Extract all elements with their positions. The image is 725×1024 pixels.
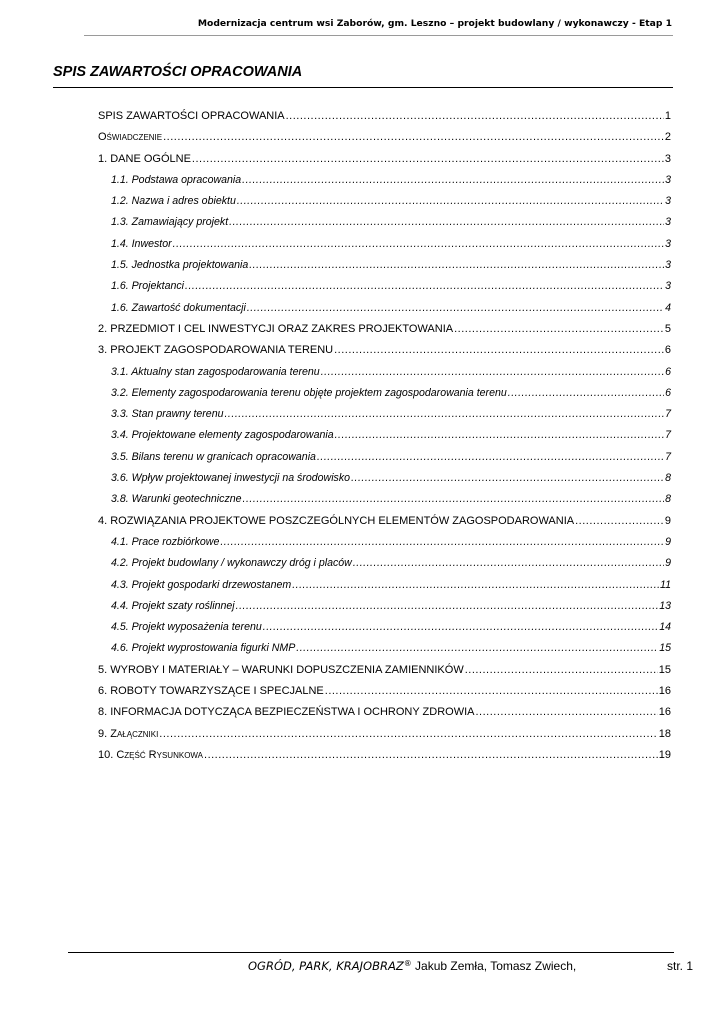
toc-dot-leader	[508, 387, 664, 399]
toc-entry[interactable]	[98, 579, 671, 600]
toc-entry[interactable]	[98, 280, 671, 301]
toc-entry-label: 4.5. Projekt wyposażenia terenu	[111, 621, 262, 634]
toc-entry[interactable]	[98, 706, 671, 727]
toc-entry-page: 6	[665, 386, 671, 399]
toc-entry[interactable]	[98, 600, 671, 621]
toc-entry[interactable]	[98, 153, 671, 174]
toc-entry[interactable]	[98, 259, 671, 280]
toc-entry-label: 6. ROBOTY TOWARZYSZĄCE I SPECJALNE	[98, 685, 324, 698]
toc-entry[interactable]	[98, 536, 671, 557]
toc-entry-page: 8	[665, 472, 671, 485]
toc-dot-leader	[242, 174, 664, 186]
document-title: SPIS ZAWARTOŚCI OPRACOWANIA	[53, 64, 303, 80]
toc-entry-label: 5. WYROBY I MATERIAŁY – WARUNKI DOPUSZCZENIA ZAMIENNIKÓW	[98, 663, 464, 676]
toc-entry-page: 15	[658, 663, 671, 676]
toc-dot-leader	[249, 259, 664, 271]
toc-entry-page: 18	[658, 727, 671, 740]
toc-entry[interactable]	[98, 472, 671, 493]
toc-entry[interactable]	[98, 728, 671, 749]
toc-dot-leader	[192, 153, 664, 165]
toc-entry-page: 16	[658, 706, 671, 719]
toc-dot-leader	[185, 280, 664, 292]
toc-entry-label: 4. ROZWIĄZANIA PROJEKTOWE POSZCZEGÓLNYCH ELEMENTÓW ZAGOSPODAROWANIA	[98, 514, 575, 527]
toc-dot-leader	[247, 302, 664, 314]
toc-entry-label: 1.6. Projektanci	[111, 280, 185, 293]
toc-entry[interactable]	[98, 493, 671, 514]
toc-entry[interactable]	[98, 451, 671, 472]
toc-entry-label: 1.2. Nazwa i adres obiektu	[111, 195, 236, 208]
toc-entry[interactable]	[98, 557, 671, 578]
toc-dot-leader	[335, 429, 664, 441]
toc-entry-label: 1.3. Zamawiający projekt	[111, 216, 229, 229]
toc-dot-leader	[163, 131, 664, 143]
toc-entry-page: 14	[659, 621, 671, 634]
toc-entry-page: 8	[665, 493, 671, 506]
toc-entry-label: 4.3. Projekt gospodarki drzewostanem	[111, 578, 292, 591]
toc-entry-page: 15	[659, 642, 671, 655]
toc-dot-leader	[465, 664, 658, 676]
toc-dot-leader	[454, 323, 664, 335]
toc-entry[interactable]	[98, 131, 671, 152]
toc-dot-leader	[575, 515, 664, 527]
toc-dot-leader	[224, 408, 664, 420]
toc-dot-leader	[321, 366, 664, 378]
toc-entry[interactable]	[98, 749, 671, 770]
toc-entry-page: 1	[664, 110, 671, 122]
toc-dot-leader	[229, 216, 664, 228]
footer-brand	[248, 959, 576, 973]
toc-dot-leader	[236, 600, 659, 612]
toc-dot-leader	[351, 472, 664, 484]
title-underline	[53, 87, 673, 88]
toc-dot-leader	[292, 579, 659, 591]
footer-brand-name: OGRÓD, PARK, KRAJOBRAZ	[248, 959, 404, 973]
toc-dot-leader	[317, 451, 664, 463]
toc-entry[interactable]	[98, 664, 671, 685]
toc-dot-leader	[353, 557, 664, 569]
toc-entry-label: Oświadczenie	[98, 131, 163, 144]
toc-entry-page: 9	[665, 557, 671, 570]
toc-entry-label: 1.4. Inwestor	[111, 237, 172, 250]
toc-entry-page: 3	[665, 237, 671, 250]
toc-entry-page: 3	[665, 216, 671, 229]
toc-entry-page: 3	[664, 152, 671, 165]
toc-entry-label: 3.4. Projektowane elementy zagospodarowania	[111, 429, 334, 442]
toc-dot-leader	[286, 110, 664, 122]
toc-dot-leader	[220, 536, 664, 548]
toc-entry[interactable]	[98, 387, 671, 408]
toc-entry-label: 4.6. Projekt wyprostowania figurki NMP	[111, 642, 296, 655]
toc-dot-leader	[334, 344, 664, 356]
toc-entry[interactable]	[98, 344, 671, 365]
toc-entry[interactable]	[98, 685, 671, 706]
toc-entry-page: 7	[665, 450, 671, 463]
toc-entry-label: 3.1. Aktualny stan zagospodarowania terenu	[111, 365, 320, 378]
toc-entry[interactable]	[98, 238, 671, 259]
toc-entry[interactable]	[98, 366, 671, 387]
toc-entry-label: 8. INFORMACJA DOTYCZĄCA BEZPIECZEŃSTWA I OCHRONY ZDROWIA	[98, 706, 475, 719]
toc-dot-leader	[296, 642, 658, 654]
toc-entry-label: 2. PRZEDMIOT I CEL INWESTYCJI ORAZ ZAKRES PROJEKTOWANIA	[98, 322, 454, 335]
page-number: str. 1	[667, 959, 694, 973]
footer-authors: Jakub Zemła, Tomasz Zwiech,	[411, 959, 577, 973]
toc-entry[interactable]	[98, 323, 671, 344]
toc-entry-label: SPIS ZAWARTOŚCI OPRACOWANIA	[98, 110, 285, 122]
toc-entry[interactable]	[98, 216, 671, 237]
toc-entry[interactable]	[98, 110, 671, 131]
toc-entry-label: 3. PROJEKT ZAGOSPODAROWANIA TERENU	[98, 344, 334, 357]
header-divider	[84, 35, 673, 36]
toc-entry-page: 2	[664, 131, 671, 144]
toc-entry-page: 19	[658, 748, 671, 761]
toc-entry-label: 4.1. Prace rozbiórkowe	[111, 535, 220, 548]
toc-entry-page: 6	[665, 365, 671, 378]
toc-entry-label: 4.4. Projekt szaty roślinnej	[111, 599, 235, 612]
toc-entry-page: 13	[659, 599, 671, 612]
toc-entry-page: 3	[665, 280, 671, 293]
toc-entry[interactable]	[98, 302, 671, 323]
toc-entry-label: 1.1. Podstawa opracowania	[111, 173, 242, 186]
toc-entry-page: 4	[665, 301, 671, 314]
toc-dot-leader	[325, 685, 658, 697]
registered-mark: ®	[403, 959, 412, 968]
toc-entry-page: 9	[665, 535, 671, 548]
toc-entry-label: 3.6. Wpływ projektowanej inwestycji na środowisko	[111, 472, 351, 485]
table-of-contents	[98, 110, 671, 770]
toc-dot-leader	[173, 238, 664, 250]
toc-entry[interactable]	[98, 515, 671, 536]
toc-dot-leader	[475, 706, 657, 718]
toc-entry-page: 6	[664, 344, 671, 357]
toc-entry-page: 3	[665, 195, 671, 208]
toc-entry-label: 4.2. Projekt budowlany / wykonawczy dróg i placów	[111, 557, 352, 570]
toc-entry-page: 11	[660, 578, 671, 591]
toc-dot-leader	[204, 749, 658, 761]
toc-entry[interactable]	[98, 195, 671, 216]
toc-entry-page: 16	[658, 685, 671, 698]
toc-entry[interactable]	[98, 642, 671, 663]
toc-entry-page: 3	[665, 259, 671, 272]
toc-entry-page: 3	[665, 173, 671, 186]
toc-dot-leader	[263, 621, 658, 633]
toc-entry[interactable]	[98, 408, 671, 429]
toc-entry-label: 3.2. Elementy zagospodarowania terenu objęte projektem zagospodarowania terenu	[111, 386, 507, 399]
toc-dot-leader	[243, 493, 665, 505]
toc-entry-label: 1.5. Jednostka projektowania	[111, 259, 249, 272]
toc-entry-page: 7	[665, 408, 671, 421]
running-header: Modernizacja centrum wsi Zaborów, gm. Leszno – projekt budowlany / wykonawczy - Etap 1	[197, 18, 672, 29]
toc-entry-label: 1.6. Zawartość dokumentacji	[111, 301, 246, 314]
toc-dot-leader	[237, 195, 664, 207]
toc-entry-page: 5	[664, 322, 671, 335]
toc-entry-label: 3.5. Bilans terenu w granicach opracowania	[111, 450, 316, 463]
toc-entry[interactable]	[98, 621, 671, 642]
toc-entry-page: 7	[665, 429, 671, 442]
toc-entry-label: 10. Część Rysunkowa	[98, 748, 204, 761]
toc-entry[interactable]	[98, 429, 671, 450]
toc-entry-label: 9. Załączniki	[98, 727, 159, 740]
footer-divider	[68, 952, 674, 953]
toc-entry[interactable]	[98, 174, 671, 195]
toc-entry-label: 3.3. Stan prawny terenu	[111, 408, 224, 421]
toc-entry-label: 1. DANE OGÓLNE	[98, 152, 191, 165]
toc-dot-leader	[159, 728, 657, 740]
toc-entry-page: 9	[664, 514, 671, 527]
toc-entry-label: 3.8. Warunki geotechniczne	[111, 493, 242, 506]
